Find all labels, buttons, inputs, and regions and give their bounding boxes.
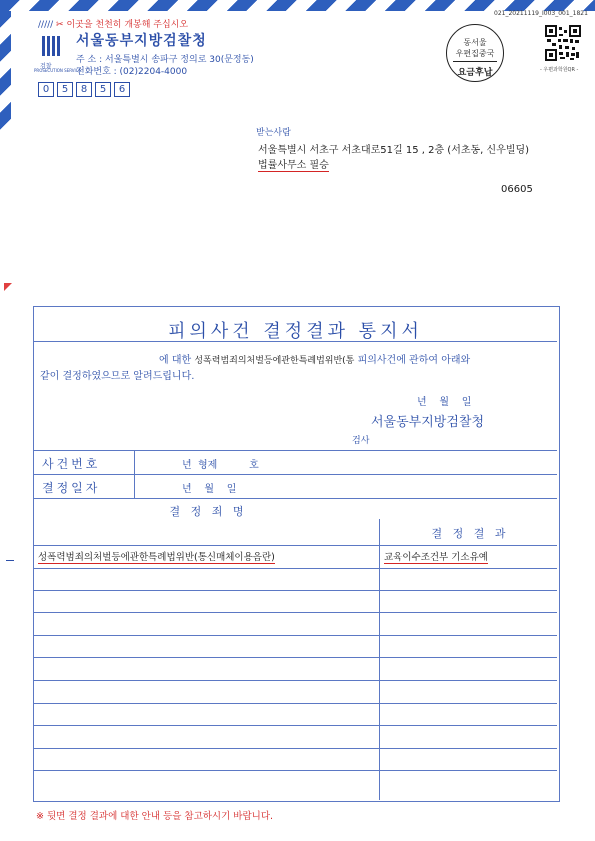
sender-zip-boxes (38, 77, 133, 97)
scissors-icon: ✂ (56, 20, 64, 30)
sender-office-name: 서울동부지방검찰청 (76, 33, 207, 49)
emblem-caption: 검찰 (40, 63, 52, 70)
prosecutor-label: 검사 (352, 436, 370, 446)
recipient-label: 받는사람 (256, 128, 291, 138)
sender-address: 서울특별시 송파구 정의로 30(문정동) (105, 55, 254, 65)
phone-label: 전화번호 : (76, 67, 117, 77)
zip-digit: 6 (114, 82, 130, 97)
side-tick (6, 560, 14, 561)
recipient-name: 법률사무소 필승 (258, 160, 329, 171)
charge-name: 성폭력범죄의처벌등에관한특례법위반(통신매체이용음란) (38, 552, 275, 563)
postal-stamp (446, 24, 504, 82)
notice-intro-line1 (159, 351, 470, 366)
qr-code-icon (545, 25, 581, 61)
prosecution-emblem-icon (40, 34, 62, 60)
zip-digit: 0 (38, 82, 54, 97)
open-warning: ///// ✂ 이곳을 천천히 개봉해 주십시오 (38, 20, 189, 30)
intro-charge: 성폭력범죄의처벌등에관한특례법위반(통 (194, 356, 355, 366)
col-header-result: 결 정 결 과 (431, 527, 506, 540)
postage-label: 요금후납 (457, 68, 493, 78)
zip-digit: 8 (76, 82, 92, 97)
issuer-name: 서울동부지방검찰청 (371, 415, 485, 430)
decision-date-label: 결정일자 (42, 481, 101, 495)
decision-notice-form (33, 306, 560, 802)
decision-date-value: 년 월 일 (182, 484, 237, 495)
emblem-subcaption: PROSECUTION SERVICE (34, 68, 82, 73)
notice-date: 년 월 일 (417, 397, 472, 408)
notice-title: 피의사건 결정결과 통지서 (168, 321, 423, 342)
sender-phone-row (76, 64, 187, 77)
qr-caption: - 우편과학원QR - (540, 67, 579, 73)
col-header-charge: 결 정 죄 명 (169, 505, 244, 518)
corner-mark (4, 283, 12, 291)
stamp-line1: 동서울 (463, 38, 487, 47)
decision-result: 교육이수조건부 기소유예 (384, 552, 488, 563)
tracking-number: 021_20211119_I003_001_1821 (494, 10, 588, 17)
sender-phone: (02)2204-4000 (119, 67, 188, 77)
case-number-value: 년 형제 호 (182, 460, 259, 471)
address-label: 주 소 : (76, 55, 103, 65)
case-number-label: 사건번호 (42, 457, 101, 471)
intro-prefix: 에 대한 (159, 355, 192, 366)
envelope-side-stripe (0, 11, 11, 136)
footnote: ※ 뒷면 결정 결과에 대한 안내 등을 참고하시기 바랍니다. (36, 811, 274, 822)
intro-suffix: 피의사건에 관하여 아래와 (357, 355, 471, 366)
notice-intro-line2: 같이 결정하였으므로 알려드립니다. (40, 371, 195, 382)
recipient-zip: 06605 (501, 184, 533, 195)
stamp-line2: 우편집중국 (455, 49, 495, 58)
zip-digit: 5 (95, 82, 111, 97)
recipient-address: 서울특별시 서초구 서초대로51길 15 , 2층 (서초동, 신우빌딩) (258, 145, 530, 156)
zip-digit: 5 (57, 82, 73, 97)
